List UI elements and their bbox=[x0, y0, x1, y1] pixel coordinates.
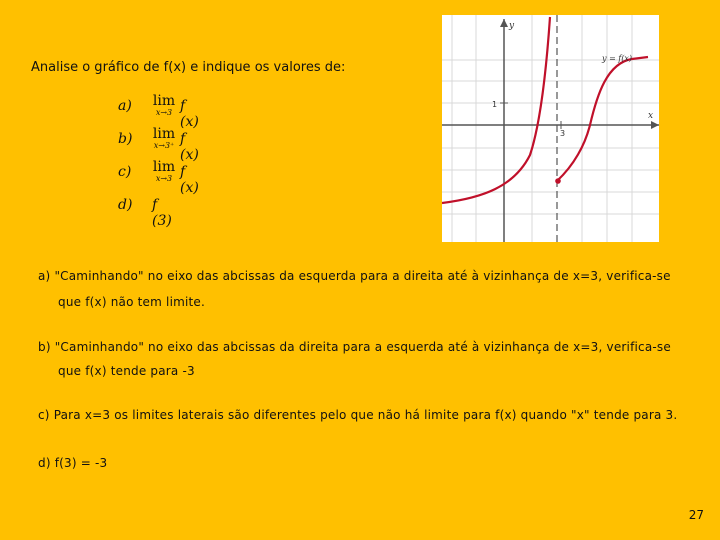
question-label: a) bbox=[118, 98, 132, 114]
y-axis-label: y bbox=[509, 21, 515, 31]
graph-svg bbox=[442, 15, 659, 242]
answer-a-line1: a) "Caminhando" no eixo das abcissas da esquerda para a direita até à vizinhança de x=3, verifica-se bbox=[38, 269, 671, 283]
answer-b-line1: b) "Caminhando" no eixo das abcissas da direita para a esquerda até à vizinhança de x=3, verifica-se bbox=[38, 340, 671, 354]
tick-x-label: 3 bbox=[560, 129, 566, 138]
grid-lines bbox=[442, 15, 659, 242]
answer-c: c) Para x=3 os limites laterais são diferentes pelo que não há limite para f(x) quando "x" tende para 3. bbox=[38, 408, 678, 422]
page-number: 27 bbox=[688, 508, 704, 522]
prompt-text: Analise o gráfico de f(x) e indique os valores de: bbox=[31, 60, 346, 75]
curve-left-branch bbox=[442, 17, 550, 203]
function-label: y = f(x) bbox=[602, 54, 633, 63]
answer-b-line2: que f(x) tende para -3 bbox=[58, 364, 195, 378]
answer-a-line2: que f(x) não tem limite. bbox=[58, 295, 206, 309]
limit-expression: f (x) bbox=[180, 164, 199, 196]
lim-subscript: x→3 bbox=[155, 174, 173, 183]
limit-operator bbox=[148, 160, 180, 183]
function-value: f (3) bbox=[152, 197, 172, 229]
limit-operator bbox=[148, 127, 180, 150]
point-f3 bbox=[555, 178, 561, 184]
question-label: b) bbox=[118, 131, 133, 147]
lim-word: lim bbox=[152, 126, 176, 142]
x-axis-label: x bbox=[648, 111, 654, 121]
curve-right-branch bbox=[557, 57, 648, 181]
y-axis-arrow-icon bbox=[500, 19, 508, 27]
lim-word: lim bbox=[152, 93, 176, 109]
question-label: c) bbox=[118, 164, 132, 180]
function-graph bbox=[442, 15, 659, 242]
answer-d: d) f(3) = -3 bbox=[38, 456, 108, 470]
x-axis-arrow-icon bbox=[651, 121, 659, 129]
limit-expression: f (x) bbox=[180, 98, 199, 130]
limit-operator bbox=[148, 94, 180, 117]
lim-subscript: x→3⁺ bbox=[153, 141, 175, 150]
limit-expression: f (x) bbox=[180, 131, 199, 163]
tick-y-label: 1 bbox=[492, 100, 498, 109]
lim-subscript: x→3 bbox=[155, 108, 173, 117]
lim-word: lim bbox=[152, 159, 176, 175]
question-label: d) bbox=[118, 197, 133, 213]
